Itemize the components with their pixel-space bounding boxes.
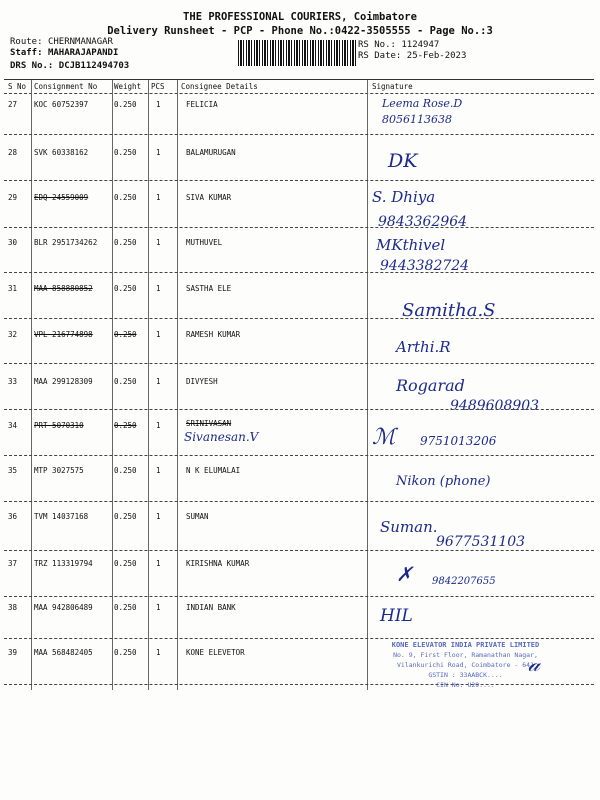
row-30-consignment: BLR 2951734262 [34, 238, 98, 247]
row-35-signature: Nikon (phone) [396, 474, 491, 489]
row-39-consignment: MAA 568482405 [34, 648, 93, 657]
row-37-scribble: ✗ [396, 562, 413, 586]
row-38-consignee: INDIAN BANK [186, 603, 236, 612]
col-divider [148, 80, 149, 690]
drs-label: DRS No.: [10, 61, 54, 71]
row-32-sno: 32 [8, 330, 18, 339]
row-36-signature: Suman. [380, 518, 438, 536]
row-divider [4, 318, 594, 319]
row-32-consignee: RAMESH KUMAR [186, 330, 241, 339]
row-35-pcs: 1 [156, 466, 161, 475]
drs-line [10, 61, 129, 71]
row-30-weight: 0.250 [114, 238, 137, 247]
route-line [10, 37, 113, 47]
row-divider [4, 272, 594, 273]
col-divider [112, 80, 113, 690]
col-header-consignment: Consignment No [34, 82, 98, 91]
row-37-consignee: KIRISHNA KUMAR [186, 559, 250, 568]
row-29-signature: S. Dhiya [372, 188, 436, 206]
row-divider [4, 363, 594, 364]
col-divider [31, 80, 32, 690]
row-28-signature: DK [388, 150, 418, 172]
row-38-consignment: MAA 942806489 [34, 603, 93, 612]
row-27-pcs: 1 [156, 100, 161, 109]
row-33-signature: Rogarad [396, 376, 465, 395]
row-28-pcs: 1 [156, 148, 161, 157]
col-divider [367, 80, 368, 690]
row-39-weight: 0.250 [114, 648, 137, 657]
col-divider [177, 80, 178, 690]
row-37-phone: 9842207655 [432, 576, 496, 587]
row-29-pcs: 1 [156, 193, 161, 202]
row-divider [4, 180, 594, 181]
row-30-phone: 9443382724 [380, 258, 470, 274]
company-title: THE PROFESSIONAL COURIERS, Coimbatore [183, 11, 417, 23]
rs-no-label: RS No.: [358, 40, 396, 50]
row-39-scribble: 𝒶 [528, 652, 541, 677]
row-30-pcs: 1 [156, 238, 161, 247]
row-31-consignment: MAA 858880852 [34, 284, 93, 293]
row-36-consignment: TVM 14037168 [34, 512, 89, 521]
row-34-sno: 34 [8, 421, 18, 430]
row-34-phone: 9751013206 [420, 434, 497, 448]
row-36-weight: 0.250 [114, 512, 137, 521]
row-30-consignee: MUTHUVEL [186, 238, 223, 247]
row-divider [4, 455, 594, 456]
table-top-rule [4, 79, 594, 80]
row-29-consignee: SIVA KUMAR [186, 193, 232, 202]
drs-value: DCJB112494703 [58, 61, 130, 71]
row-28-consignee: BALAMURUGAN [186, 148, 236, 157]
route-label: Route: [10, 37, 43, 47]
table-header-rule [4, 93, 594, 94]
row-31-pcs: 1 [156, 284, 161, 293]
row-32-consignment: VPL 216774898 [34, 330, 93, 339]
row-36-pcs: 1 [156, 512, 161, 521]
row-27-weight: 0.250 [114, 100, 137, 109]
row-36-sno: 36 [8, 512, 18, 521]
row-39-pcs: 1 [156, 648, 161, 657]
stamp-line: No. 9, First Floor, Ramanathan Nagar, [393, 651, 538, 659]
row-divider [4, 638, 594, 639]
row-37-consignment: TRZ 113319794 [34, 559, 93, 568]
row-divider [4, 134, 594, 135]
row-34-pcs: 1 [156, 421, 161, 430]
row-35-sno: 35 [8, 466, 18, 475]
row-divider [4, 596, 594, 597]
row-37-pcs: 1 [156, 559, 161, 568]
stamp-line: GSTIN : 33AABCK.... [428, 671, 503, 679]
row-34-weight: 0.250 [114, 421, 137, 430]
route-value: CHERNMANAGAR [47, 37, 113, 47]
row-33-phone: 9489608903 [450, 398, 540, 414]
row-31-weight: 0.250 [114, 284, 137, 293]
col-header-consignee: Consignee Details [181, 82, 258, 91]
row-31-signature: Samitha.S [402, 300, 496, 321]
row-32-signature: Arthi.R [396, 338, 451, 356]
row-29-consignment: EDQ 24559009 [34, 193, 89, 202]
col-header-sno: S No [8, 82, 27, 91]
row-33-pcs: 1 [156, 377, 161, 386]
row-39-sno: 39 [8, 648, 18, 657]
row-30-sno: 30 [8, 238, 18, 247]
stamp-line: CIN No. U29.... [436, 681, 495, 689]
row-27-consignee: FELICIA [186, 100, 218, 109]
row-33-consignee: DIVYESH [186, 377, 218, 386]
row-27-phone: 8056113638 [382, 113, 452, 126]
row-32-weight: 0.250 [114, 330, 137, 339]
row-37-weight: 0.250 [114, 559, 137, 568]
stamp-line: KONE ELEVATOR INDIA PRIVATE LIMITED [391, 641, 540, 649]
row-32-pcs: 1 [156, 330, 161, 339]
row-33-sno: 33 [8, 377, 18, 386]
row-34-consignee: SRINIVASAN [186, 419, 232, 428]
rs-no-value: 1124947 [401, 40, 440, 50]
row-33-weight: 0.250 [114, 377, 137, 386]
row-27-signature: Leema Rose.D [382, 97, 463, 110]
row-35-consignee: N K ELUMALAI [186, 466, 241, 475]
row-38-weight: 0.250 [114, 603, 137, 612]
row-27-consignment: KOC 60752397 [34, 100, 89, 109]
row-31-consignee: SASTHA ELE [186, 284, 232, 293]
rs-date-label: RS Date: [358, 51, 402, 61]
row-29-weight: 0.250 [114, 193, 137, 202]
row-divider [4, 227, 594, 228]
row-39-consignee: KONE ELEVETOR [186, 648, 245, 657]
company-stamp [378, 640, 553, 698]
col-header-weight: Weight [114, 82, 142, 91]
row-35-consignment: MTP 3027575 [34, 466, 84, 475]
row-28-sno: 28 [8, 148, 18, 157]
row-28-consignment: SVK 60338162 [34, 148, 89, 157]
staff-line [10, 48, 118, 58]
row-29-phone: 9843362964 [378, 214, 468, 230]
row-divider [4, 501, 594, 502]
row-34-consignment: PRT 5070310 [34, 421, 84, 430]
col-header-signature: Signature [372, 82, 413, 91]
row-29-sno: 29 [8, 193, 18, 202]
row-36-consignee: SUMAN [186, 512, 209, 521]
stamp-line: Vilankurichi Road, Coimbatore - 641 [397, 661, 534, 669]
row-34-correction: Sivanesan.V [184, 430, 259, 444]
row-31-sno: 31 [8, 284, 18, 293]
row-divider [4, 550, 594, 551]
row-34-scribble: ℳ [372, 425, 396, 450]
row-38-signature: HIL [380, 606, 413, 626]
row-38-sno: 38 [8, 603, 18, 612]
staff-value: MAHARAJAPANDI [47, 48, 119, 58]
row-divider [4, 409, 594, 410]
rs-no-line [358, 40, 439, 50]
row-28-weight: 0.250 [114, 148, 137, 157]
runsheet-title: Delivery Runsheet - PCP - Phone No.:0422-3505555 - Page No.:3 [107, 25, 493, 37]
row-27-sno: 27 [8, 100, 18, 109]
staff-label: Staff: [10, 48, 43, 58]
row-35-weight: 0.250 [114, 466, 137, 475]
row-37-sno: 37 [8, 559, 18, 568]
barcode [238, 40, 356, 66]
row-30-signature: MKthivel [376, 236, 446, 254]
rs-date-line [358, 51, 466, 61]
col-header-pcs: PCS [151, 82, 165, 91]
rs-date-value: 25-Feb-2023 [406, 51, 467, 61]
row-36-phone: 9677531103 [436, 534, 526, 550]
row-38-pcs: 1 [156, 603, 161, 612]
row-33-consignment: MAA 299128309 [34, 377, 93, 386]
